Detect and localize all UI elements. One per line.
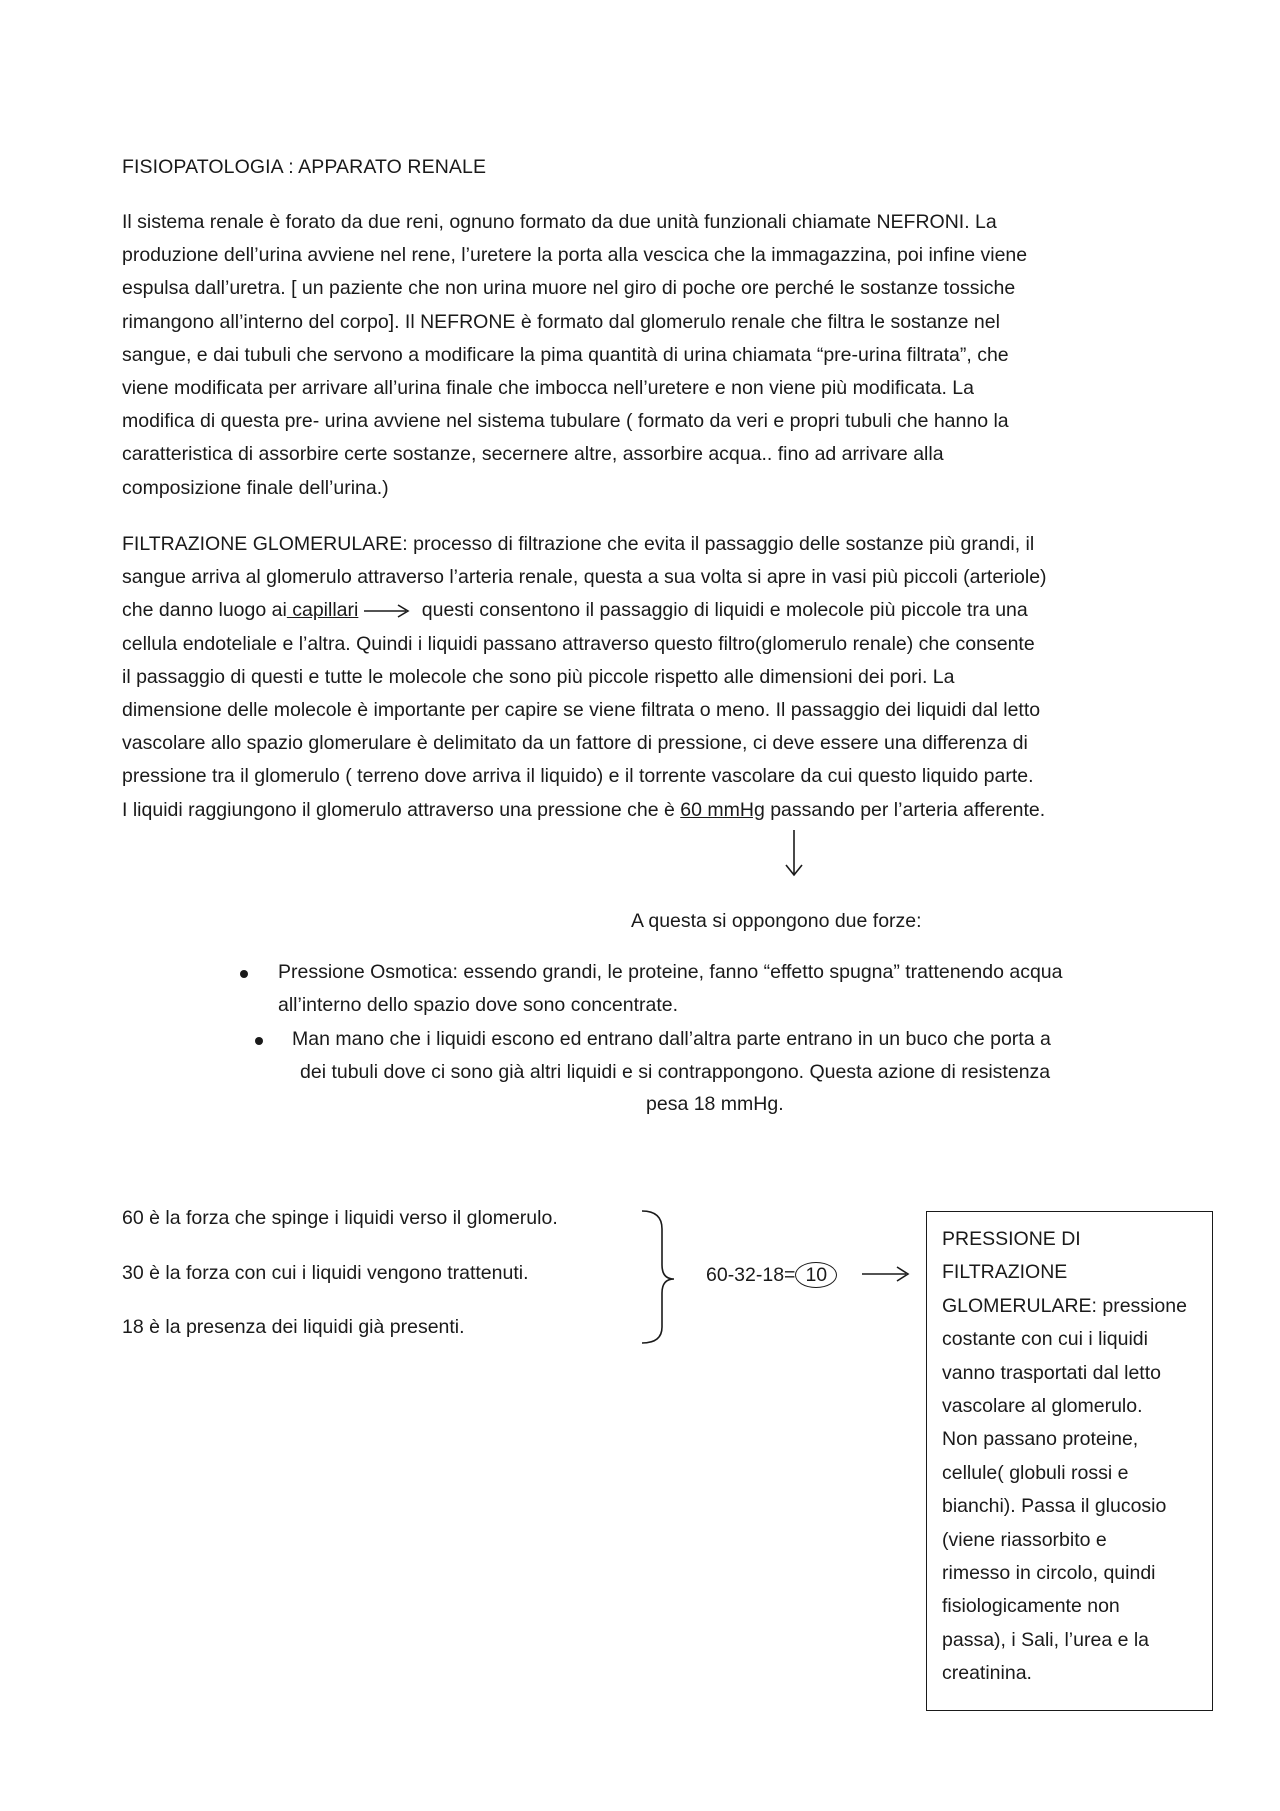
bullet-line: Pressione Osmotica: essendo grandi, le proteine, fanno “effetto spugna” trattenendo acqua xyxy=(278,961,1063,983)
box-line: PRESSIONE DI xyxy=(942,1228,1081,1250)
filtration-text: che danno luogo ai xyxy=(122,599,287,622)
intro-line: sangue, e dai tubuli che servono a modificare la pima quantità di urina chiamata “pre-urina filtrata”, che xyxy=(122,343,1009,366)
intro-line: viene modificata per arrivare all’urina finale che imbocca nell’uretere e non viene più modificata. La xyxy=(122,377,974,400)
filtration-line: FILTRAZIONE GLOMERULARE: processo di filtrazione che evita il passaggio delle sostanze più grandi, il xyxy=(122,533,1035,555)
capillari-underlined: capillari xyxy=(286,599,359,622)
box-line: cellule( globuli rossi e xyxy=(942,1461,1129,1484)
intro-paragraph xyxy=(122,206,1162,505)
bullet-line: pesa 18 mmHg. xyxy=(646,1093,784,1115)
calc-line: 18 è la presenza dei liquidi già presenti. xyxy=(122,1316,465,1338)
box-line: FILTRAZIONE xyxy=(942,1261,1068,1284)
right-arrow-icon xyxy=(860,1265,912,1283)
intro-line: espulsa dall’uretra. [ un paziente che non urina muore nel giro di poche ore perché le sostanze tossiche xyxy=(122,277,1016,300)
box-line: (viene riassorbito e xyxy=(942,1528,1107,1551)
filtration-line: il passaggio di questi e tutte le molecole che sono più piccole rispetto alle dimensioni dei pori. La xyxy=(122,665,955,688)
filtration-line xyxy=(122,794,1162,827)
bullet-line: Man mano che i liquidi escono ed entrano dall’altra parte entrano in un buco che porta a xyxy=(292,1028,1051,1050)
box-line: vanno trasportati dal letto xyxy=(942,1361,1161,1384)
box-line: vascolare al glomerulo. xyxy=(942,1395,1143,1418)
box-line: costante con cui i liquidi xyxy=(942,1328,1148,1351)
intro-line: modifica di questa pre- urina avviene nel sistema tubulare ( formato da veri e propri tubuli che hanno la xyxy=(122,410,1009,433)
definition-text xyxy=(942,1223,1202,1691)
box-line: creatinina. xyxy=(942,1662,1032,1685)
bullet-item xyxy=(278,956,1062,1022)
intro-line: caratteristica di assorbire certe sostanze, secernere altre, assorbire acqua.. fino ad arrivare alla xyxy=(122,443,944,466)
intro-line: composizione finale dell’urina.) xyxy=(122,476,389,499)
curly-brace-icon xyxy=(640,1207,680,1347)
formula-text: 60-32-18= xyxy=(706,1264,796,1286)
box-line: Non passano proteine, xyxy=(942,1428,1139,1451)
filtration-text: I liquidi raggiungono il glomerulo attraverso una pressione che è xyxy=(122,798,681,821)
bullet-line: all’interno dello spazio dove sono concentrate. xyxy=(278,994,679,1017)
bullet-item xyxy=(292,1023,1051,1089)
box-line: GLOMERULARE: pressione xyxy=(942,1294,1187,1317)
filtration-line: pressione tra il glomerulo ( terreno dove arriva il liquido) e il torrente vascolare da cui questo liquido parte. xyxy=(122,765,1034,788)
box-line: rimesso in circolo, quindi xyxy=(942,1562,1156,1585)
right-arrow-icon xyxy=(362,604,412,618)
filtration-line xyxy=(122,594,1162,627)
filtration-line: cellula endoteliale e l’altra. Quindi i liquidi passano attraverso questo filtro(glomerulo renale) che consente xyxy=(122,632,1035,655)
box-line: passa), i Sali, l’urea e la xyxy=(942,1628,1150,1651)
filtration-line: vascolare allo spazio glomerulare è delimitato da un fattore di pressione, ci deve essere una differenza di xyxy=(122,732,1028,755)
filtration-text: questi consentono il passaggio di liquidi e molecole più piccole tra una xyxy=(416,599,1028,622)
bullet-icon xyxy=(240,970,248,978)
down-arrow-icon xyxy=(784,828,804,878)
filtration-paragraph xyxy=(122,528,1162,827)
pressure-underlined: 60 mmHg xyxy=(680,798,765,821)
opposing-forces-text: A questa si oppongono due forze: xyxy=(631,910,922,932)
page-title: FISIOPATOLOGIA : APPARATO RENALE xyxy=(122,156,487,178)
filtration-line: sangue arriva al glomerulo attraverso l’arteria renale, questa a sua volta si apre in vasi più piccoli (arteriole) xyxy=(122,566,1047,589)
intro-line: rimangono all’interno del corpo]. Il NEFRONE è formato dal glomerulo renale che filtra le sostanze nel xyxy=(122,310,1000,333)
box-line: bianchi). Passa il glucosio xyxy=(942,1495,1167,1518)
box-line: fisiologicamente non xyxy=(942,1595,1120,1618)
calc-line: 30 è la forza con cui i liquidi vengono trattenuti. xyxy=(122,1262,529,1284)
circled-result: 10 xyxy=(795,1262,837,1288)
filtration-text: passando per l’arteria afferente. xyxy=(764,798,1046,821)
formula xyxy=(706,1262,837,1288)
intro-line: Il sistema renale è forato da due reni, ognuno formato da due unità funzionali chiamate NEFRONI. La xyxy=(122,211,997,233)
bullet-icon xyxy=(255,1037,263,1045)
bullet-line: dei tubuli dove ci sono già altri liquidi e si contrappongono. Questa azione di resistenza xyxy=(300,1061,1051,1084)
filtration-line: dimensione delle molecole è importante per capire se viene filtrata o meno. Il passaggio dei liquidi dal letto xyxy=(122,699,1041,722)
intro-line: produzione dell’urina avviene nel rene, l’uretere la porta alla vescica che la immagazzina, poi infine viene xyxy=(122,244,1028,267)
calc-line: 60 è la forza che spinge i liquidi verso il glomerulo. xyxy=(122,1207,558,1229)
